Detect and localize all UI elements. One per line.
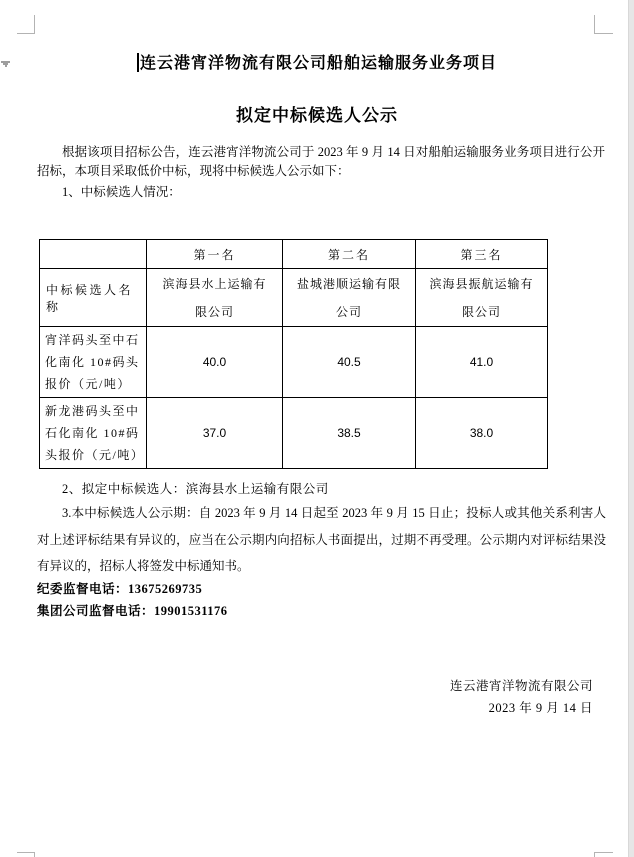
candidate-3-name: 滨海县振航运输有限公司 (416, 269, 548, 327)
header-cell-empty (40, 240, 147, 269)
table-row-xiaoyang-price (40, 327, 548, 398)
intro-paragraph: 根据该项目招标公告，连云港宵洋物流公司于 2023 年 9 月 14 日对船舶运输服务业务项目进行公开招标，本项目采取低价中标，现将中标候选人公示如下： (37, 145, 605, 178)
crop-mark-top-right (594, 15, 613, 34)
xiaoyang-price-2: 40.5 (283, 327, 416, 398)
page-edge-strip (628, 0, 634, 857)
group-phone-line: 集团公司监督电话：19901531176 (37, 604, 228, 618)
bid-candidates-table (39, 239, 548, 469)
crop-mark-bottom-right (594, 852, 613, 857)
header-cell-first-place: 第一名 (147, 240, 283, 269)
text-cursor (137, 53, 139, 72)
table-row-xinlonggang-price (40, 398, 548, 469)
page-subtitle: 拟定中标候选人公示 (236, 106, 398, 125)
page-title: 连云港宵洋物流有限公司船舶运输服务业务项目 (139, 55, 497, 72)
list-item-2: 2、拟定中标候选人：滨海县水上运输有限公司 (62, 482, 329, 496)
list-item-1: 1、中标候选人情况： (62, 185, 181, 199)
page-title-line (0, 50, 634, 73)
list-item-3: 3.本中标候选人公示期：自 2023 年 9 月 14 日起至 2023 年 9 月 15 日止；投标人或其他关系利害人对上述评标结果有异议的，应当在公示期内向招标人书面提出，过期不再受理。公示期内对评标结果没有异议的，招标人将签发中标通知书。 (37, 506, 606, 573)
header-cell-second-place: 第二名 (283, 240, 416, 269)
xiaoyang-price-1: 40.0 (147, 327, 283, 398)
signature-date: 2023 年 9 月 14 日 (488, 700, 593, 715)
xiaoyang-price-3: 41.0 (416, 327, 548, 398)
header-cell-third-place: 第三名 (416, 240, 548, 269)
row-label-xinlonggang-price: 新龙港码头至中石化南化 10#码头报价（元/吨） (40, 398, 147, 469)
candidate-2-name: 盐城港顺运输有限公司 (283, 269, 416, 327)
crop-mark-top-left (17, 15, 35, 34)
discipline-phone-line: 纪委监督电话：13675269735 (37, 582, 203, 596)
xinlonggang-price-1: 37.0 (147, 398, 283, 469)
row-label-candidate-name: 中标候选人名称 (40, 269, 147, 327)
candidate-1-name: 滨海县水上运输有限公司 (147, 269, 283, 327)
table-header-row (40, 240, 548, 269)
row-label-xiaoyang-price: 宵洋码头至中石化南化 10#码头报价（元/吨） (40, 327, 147, 398)
xinlonggang-price-2: 38.5 (283, 398, 416, 469)
crop-mark-bottom-left (17, 852, 35, 857)
xinlonggang-price-3: 38.0 (416, 398, 548, 469)
signature-block (450, 676, 593, 719)
supervision-contacts (37, 578, 228, 622)
table-row-candidate-names (40, 269, 548, 327)
signature-company: 连云港宵洋物流有限公司 (449, 679, 593, 693)
